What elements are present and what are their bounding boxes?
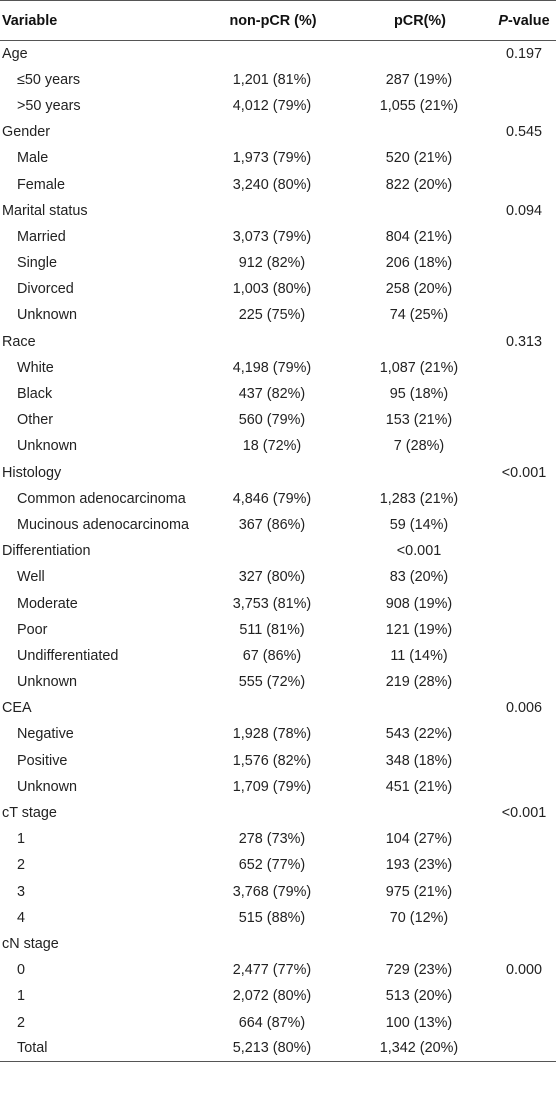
cell-p-value: 0.094 (505, 202, 542, 219)
cell-non-pcr (192, 695, 352, 721)
cell-non-pcr: 278 (73%) (238, 831, 306, 848)
cell-pcr: 908 (19%) (385, 595, 453, 612)
cell-pcr: 74 (25%) (389, 307, 449, 324)
table-row (0, 748, 556, 774)
cell-pcr: 206 (18%) (385, 255, 453, 272)
cell-pcr: 70 (12%) (389, 909, 449, 926)
cell-variable: Unknown (17, 778, 77, 795)
cell-p-value: 0.006 (505, 700, 542, 717)
cell-non-pcr: 1,201 (81%) (232, 71, 312, 88)
cell-pcr: 104 (27%) (385, 831, 453, 848)
table-row (0, 852, 556, 878)
cell-variable: 1 (17, 988, 26, 1005)
table-row (0, 512, 556, 538)
table-body (0, 41, 556, 1062)
cell-variable: Positive (17, 752, 68, 769)
cell-p-value (486, 617, 556, 643)
cell-variable: Histology (2, 464, 62, 481)
cell-non-pcr: 652 (77%) (238, 857, 306, 874)
cell-pcr (352, 329, 486, 355)
cell-p-value (486, 983, 556, 1009)
cell-variable: cT stage (2, 805, 57, 822)
cell-non-pcr: 437 (82%) (238, 386, 306, 403)
cell-variable: 1 (17, 831, 26, 848)
cell-p-value (486, 564, 556, 590)
cell-variable: Unknown (17, 307, 77, 324)
cell-non-pcr: 1,003 (80%) (232, 281, 312, 298)
cell-non-pcr: 555 (72%) (238, 674, 306, 691)
cell-variable: Male (17, 150, 49, 167)
cell-non-pcr: 5,213 (80%) (192, 1036, 352, 1062)
cell-pcr: 520 (21%) (385, 150, 453, 167)
cell-non-pcr (192, 800, 352, 826)
cell-p-value (486, 276, 556, 302)
table-row (0, 302, 556, 328)
table-row (0, 643, 556, 669)
cell-p-value (486, 538, 556, 564)
cell-pcr (352, 198, 486, 224)
cell-non-pcr: 1,576 (82%) (232, 752, 312, 769)
cell-variable: >50 years (17, 97, 81, 114)
cell-p-value (486, 721, 556, 747)
table-row (0, 564, 556, 590)
cell-variable: Unknown (17, 438, 77, 455)
cell-variable: White (17, 359, 54, 376)
cell-p-value (486, 171, 556, 197)
cell-non-pcr: 367 (86%) (238, 516, 306, 533)
cell-pcr: 11 (14%) (390, 647, 448, 664)
cell-pcr: 121 (19%) (385, 621, 453, 638)
cell-pcr: 975 (21%) (385, 883, 453, 900)
table-row (0, 67, 556, 93)
cell-variable: Total (0, 1036, 192, 1062)
cell-p-value: <0.001 (501, 464, 547, 481)
cell-pcr: 7 (28%) (393, 438, 445, 455)
header-variable: Variable (0, 1, 192, 41)
cell-p-value (486, 302, 556, 328)
cell-pcr (352, 41, 486, 67)
cell-non-pcr: 2,072 (80%) (232, 988, 312, 1005)
table-row (0, 538, 556, 564)
cell-non-pcr (192, 931, 352, 957)
table-row (0, 826, 556, 852)
cell-non-pcr: 3,768 (79%) (232, 883, 312, 900)
table-row (0, 224, 556, 250)
cell-pcr: 451 (21%) (385, 778, 453, 795)
cell-pcr: 1,087 (21%) (379, 359, 459, 376)
cell-non-pcr (192, 460, 352, 486)
cell-non-pcr: 67 (86%) (242, 647, 302, 664)
cell-pcr (352, 460, 486, 486)
cell-p-value (486, 826, 556, 852)
cell-pcr: 1,055 (21%) (379, 97, 459, 114)
cell-p-value (486, 643, 556, 669)
cell-p-value (486, 669, 556, 695)
cell-non-pcr (192, 538, 352, 564)
cell-p-value (486, 67, 556, 93)
cell-variable: Single (17, 255, 58, 272)
cell-variable: Female (17, 176, 65, 193)
cell-variable: Age (2, 45, 28, 62)
cell-pcr: 804 (21%) (385, 228, 453, 245)
table-row (0, 355, 556, 381)
cell-non-pcr: 4,012 (79%) (232, 97, 312, 114)
cell-non-pcr: 515 (88%) (238, 909, 306, 926)
cell-p-value (486, 1009, 556, 1035)
cell-non-pcr: 664 (87%) (238, 1014, 306, 1031)
cell-non-pcr: 912 (82%) (238, 255, 306, 272)
cell-non-pcr: 560 (79%) (238, 412, 306, 429)
table-row (0, 145, 556, 171)
cell-variable: Race (2, 333, 36, 350)
table-row (0, 198, 556, 224)
table-row (0, 407, 556, 433)
table-row (0, 721, 556, 747)
cell-non-pcr: 2,477 (77%) (232, 962, 312, 979)
cell-pcr: 153 (21%) (385, 412, 453, 429)
table-row (0, 276, 556, 302)
cell-variable: 3 (17, 883, 26, 900)
cell-p-value (486, 905, 556, 931)
table-row (0, 381, 556, 407)
table-row (0, 957, 556, 983)
table-row (0, 1036, 556, 1062)
cell-non-pcr: 1,928 (78%) (232, 726, 312, 743)
cell-p-value (486, 748, 556, 774)
cell-variable: 0 (17, 962, 26, 979)
cell-pcr: <0.001 (396, 543, 442, 560)
cell-pcr: 1,283 (21%) (379, 490, 459, 507)
cell-variable: 2 (17, 1014, 26, 1031)
cell-non-pcr (192, 119, 352, 145)
cell-non-pcr (192, 329, 352, 355)
table-row (0, 669, 556, 695)
cell-pcr (352, 119, 486, 145)
cell-p-value (486, 774, 556, 800)
cell-variable: Gender (2, 124, 50, 141)
cell-p-value (486, 486, 556, 512)
cell-variable: Differentiation (2, 543, 91, 560)
cell-p-value (486, 931, 556, 957)
cell-variable: Undifferentiated (17, 647, 119, 664)
table-row (0, 171, 556, 197)
cell-variable: Mucinous adenocarcinoma (17, 516, 189, 533)
table-row (0, 1009, 556, 1035)
cell-pcr: 193 (23%) (385, 857, 453, 874)
cell-non-pcr: 4,846 (79%) (232, 490, 312, 507)
cell-non-pcr (192, 41, 352, 67)
cell-pcr: 258 (20%) (385, 281, 453, 298)
cell-non-pcr: 4,198 (79%) (232, 359, 312, 376)
cell-variable: Unknown (17, 674, 77, 691)
table-row (0, 93, 556, 119)
cell-pcr (352, 695, 486, 721)
table-row (0, 695, 556, 721)
table-row (0, 774, 556, 800)
cell-non-pcr (192, 198, 352, 224)
table-row (0, 879, 556, 905)
cell-pcr: 287 (19%) (385, 71, 453, 88)
cell-variable: Divorced (17, 281, 74, 298)
cell-pcr: 59 (14%) (389, 516, 449, 533)
cell-p-value (486, 407, 556, 433)
cell-p-value: 0.197 (505, 45, 542, 62)
cell-variable: 2 (17, 857, 26, 874)
cell-variable: Common adenocarcinoma (17, 490, 186, 507)
cell-pcr: 822 (20%) (385, 176, 453, 193)
header-p-value (486, 1, 556, 41)
cell-pcr: 543 (22%) (385, 726, 453, 743)
cell-non-pcr: 3,073 (79%) (232, 228, 312, 245)
cell-p-value: 0.313 (505, 333, 542, 350)
table-row (0, 590, 556, 616)
cell-variable: Poor (17, 621, 48, 638)
cell-p-value (486, 1036, 556, 1062)
table-row (0, 800, 556, 826)
header-non-pcr: non-pCR (%) (192, 1, 352, 41)
cell-p-value (486, 224, 556, 250)
cell-pcr: 83 (20%) (389, 569, 449, 586)
cell-pcr (352, 931, 486, 957)
cell-variable: Negative (17, 726, 74, 743)
table-row (0, 905, 556, 931)
cell-variable: cN stage (2, 935, 59, 952)
cell-p-value (486, 145, 556, 171)
table-row (0, 250, 556, 276)
table-row (0, 119, 556, 145)
cell-p-value (486, 879, 556, 905)
header-pcr: pCR(%) (352, 1, 486, 41)
cell-p-value (486, 93, 556, 119)
table-row (0, 433, 556, 459)
table-header (0, 1, 556, 41)
cell-p-value (486, 590, 556, 616)
cell-pcr: 348 (18%) (385, 752, 453, 769)
cell-pcr (352, 800, 486, 826)
cell-variable: ≤50 years (17, 71, 81, 88)
cell-p-value: 0.000 (505, 962, 542, 979)
cell-pcr: 1,342 (20%) (352, 1036, 486, 1062)
cell-non-pcr: 1,709 (79%) (232, 778, 312, 795)
cell-pcr: 219 (28%) (385, 674, 453, 691)
cell-non-pcr: 3,753 (81%) (232, 595, 312, 612)
cell-p-value (486, 852, 556, 878)
table-row (0, 931, 556, 957)
cell-p-value (486, 433, 556, 459)
cell-pcr: 729 (23%) (385, 962, 453, 979)
cell-p-value: 0.545 (505, 124, 542, 141)
header-p-letter: P (498, 12, 508, 29)
cell-non-pcr: 1,973 (79%) (232, 150, 312, 167)
cell-non-pcr: 18 (72%) (242, 438, 302, 455)
cell-pcr: 100 (13%) (385, 1014, 453, 1031)
header-p-suffix: -value (508, 12, 550, 29)
table-row (0, 983, 556, 1009)
cell-p-value (486, 512, 556, 538)
cell-non-pcr: 225 (75%) (238, 307, 306, 324)
table-row (0, 41, 556, 67)
table-row (0, 460, 556, 486)
cell-non-pcr: 3,240 (80%) (232, 176, 312, 193)
header-row (0, 1, 556, 41)
cell-variable: 4 (17, 909, 26, 926)
cell-variable: Moderate (17, 595, 78, 612)
cell-variable: Married (17, 228, 66, 245)
table-row (0, 617, 556, 643)
cell-variable: Well (17, 569, 45, 586)
cell-variable: Other (17, 412, 53, 429)
cell-non-pcr: 327 (80%) (238, 569, 306, 586)
cell-p-value (486, 355, 556, 381)
cell-pcr: 95 (18%) (389, 386, 449, 403)
cell-p-value (486, 250, 556, 276)
cell-p-value (486, 381, 556, 407)
cell-variable: CEA (2, 700, 32, 717)
cell-p-value: <0.001 (501, 805, 547, 822)
cell-variable: Marital status (2, 202, 88, 219)
cell-non-pcr: 511 (81%) (239, 621, 305, 638)
cell-pcr: 513 (20%) (385, 988, 453, 1005)
table-row (0, 486, 556, 512)
cell-variable: Black (17, 386, 53, 403)
table-row (0, 329, 556, 355)
